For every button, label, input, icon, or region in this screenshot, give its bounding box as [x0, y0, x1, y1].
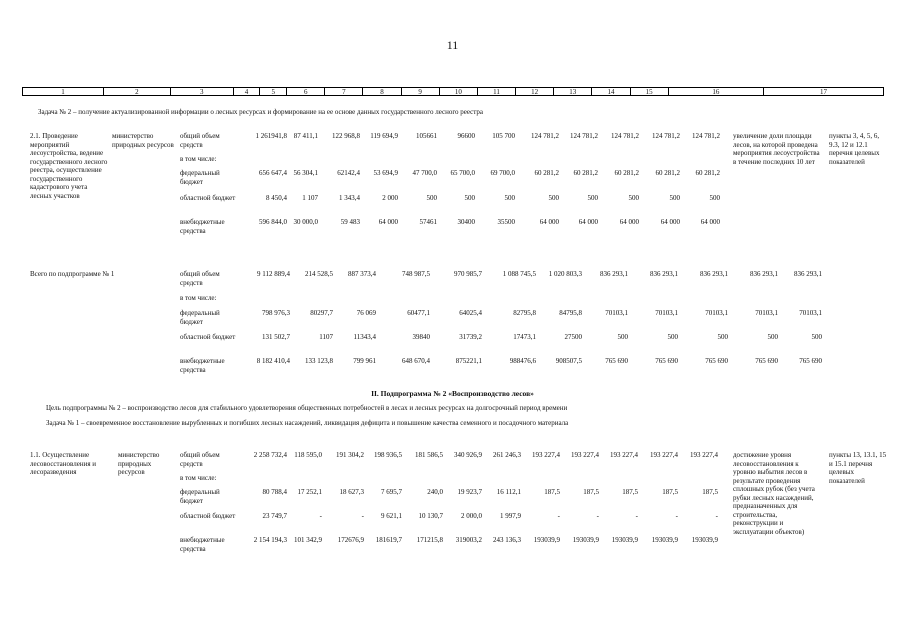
row-1-1-extra-cell: 101 342,9 — [294, 536, 322, 544]
total-1-total-cell: 1 088 745,5 — [502, 270, 536, 278]
row-1-1-total-cell: 193 227,4 — [571, 451, 599, 459]
total-1-label-extra: внебюджетные средства — [180, 357, 225, 374]
row-1-1-fed-cell: 187,5 — [662, 488, 678, 496]
total-1-reg-cell: 500 — [717, 333, 728, 341]
total-1-total-cell: 836 293,1 — [750, 270, 778, 278]
total-1-fed-cell: 60477,1 — [407, 309, 430, 317]
row-2-1-reg-cell: 500 — [628, 194, 639, 202]
total-1-extra-cell: 765 690 — [655, 357, 678, 365]
total-1-total-cell: 9 112 889,4 — [257, 270, 290, 278]
row-2-1-total-cell: 124 781,2 — [692, 132, 720, 140]
row-1-1-label-fed: федеральный бюджет — [180, 488, 220, 505]
total-1-extra-cell: 875221,1 — [455, 357, 482, 365]
row-1-1-reg-cell: - — [675, 512, 678, 520]
header-col-15: 15 — [631, 88, 669, 95]
row-2-1-fed-cell: 65 700,0 — [450, 169, 475, 177]
row-2-1-extra-cell: 64 000 — [378, 218, 398, 226]
row-2-1-reg-cell: 500 — [709, 194, 720, 202]
row-2-1-fed-cell: 56 304,1 — [293, 169, 318, 177]
header-col-2: 2 — [104, 88, 171, 95]
total-subprogram-1-label: Всего по подпрограмме № 1 — [30, 270, 115, 278]
row-2-1-total-cell: 124 781,2 — [652, 132, 680, 140]
total-1-reg-cell: 17473,1 — [513, 333, 536, 341]
row-1-1-reg-cell: 10 130,7 — [418, 512, 443, 520]
row-2-1-label-extra: внебюджетные средства — [180, 218, 225, 235]
column-number-header — [22, 87, 884, 96]
row-1-1-fed-cell: 18 627,3 — [339, 488, 364, 496]
row-2-1-reg-cell: 500 — [426, 194, 437, 202]
row-1-1-label-total: общий объем средств — [180, 451, 220, 468]
row-2-1-total-cell: 122 968,8 — [332, 132, 360, 140]
row-2-1-reference: пункты 3, 4, 5, 6, 9.3, 12 и 12.1 перечня целевых показателей — [829, 132, 880, 166]
row-2-1-fed-cell: 47 700,0 — [412, 169, 437, 177]
row-1-1-total-cell: 198 936,5 — [374, 451, 402, 459]
total-1-total-cell: 836 293,1 — [600, 270, 628, 278]
row-2-1-reg-cell: 2 000 — [382, 194, 398, 202]
total-1-extra-cell: 8 182 410,4 — [256, 357, 290, 365]
row-1-1-total-cell: 118 595,0 — [294, 451, 322, 459]
total-1-extra-cell: 765 690 — [755, 357, 778, 365]
header-col-8: 8 — [363, 88, 401, 95]
total-1-fed-cell: 82795,8 — [513, 309, 536, 317]
total-1-label-incl: в том числе: — [180, 294, 217, 302]
row-1-1-executor: министерство природных ресурсов — [118, 451, 160, 476]
row-2-1-fed-cell: 62142,4 — [337, 169, 360, 177]
row-1-1-label-reg: областной бюджет — [180, 512, 236, 520]
total-1-extra-cell: 648 670,4 — [402, 357, 430, 365]
row-2-1-label-reg: областной бюджет — [180, 194, 236, 202]
row-1-1-fed-cell: 187,5 — [583, 488, 599, 496]
row-1-1-extra-cell: 172676,9 — [337, 536, 364, 544]
header-col-7: 7 — [325, 88, 363, 95]
row-2-1-extra-cell: 30 000,0 — [293, 218, 318, 226]
row-1-1-extra-cell: 243 136,3 — [493, 536, 521, 544]
total-1-extra-cell: 988476,6 — [509, 357, 536, 365]
total-1-reg-cell: 31739,2 — [459, 333, 482, 341]
total-1-fed-cell: 798 976,3 — [262, 309, 290, 317]
page-number: 11 — [446, 38, 459, 52]
row-1-1-fed-cell: 187,5 — [702, 488, 718, 496]
total-1-fed-cell: 64025,4 — [459, 309, 482, 317]
row-2-1-fed-cell: 53 694,9 — [373, 169, 398, 177]
row-2-1-total-cell: 124 781,2 — [570, 132, 598, 140]
total-1-fed-cell: 70103,1 — [799, 309, 822, 317]
header-col-13: 13 — [554, 88, 592, 95]
total-1-reg-cell: 131 502,7 — [262, 333, 290, 341]
row-1-1-extra-cell: 319003,2 — [455, 536, 482, 544]
row-1-1-reg-cell: 9 621,1 — [381, 512, 402, 520]
row-1-1-reg-cell: - — [635, 512, 638, 520]
total-1-reg-cell: 500 — [667, 333, 678, 341]
row-2-1-extra-cell: 64 000 — [539, 218, 559, 226]
total-1-extra-cell: 908507,5 — [555, 357, 582, 365]
total-1-fed-cell: 80297,7 — [310, 309, 333, 317]
total-1-extra-cell: 765 690 — [799, 357, 822, 365]
row-1-1-fed-cell: 19 923,7 — [457, 488, 482, 496]
header-col-3: 3 — [171, 88, 234, 95]
row-1-1-indicator: достижение уровня лесовосстановления к уровню выбытия лесов в результате проведения сплошных рубок (без учета рубки лесных насаждений, предназначенных для строительства, реконструкции и эксплуатации объектов) — [733, 451, 815, 536]
total-1-total-cell: 1 020 803,3 — [548, 270, 582, 278]
row-2-1-extra-cell: 64 000 — [700, 218, 720, 226]
row-2-1-extra-cell: 64 000 — [619, 218, 639, 226]
total-1-extra-cell: 799 961 — [353, 357, 376, 365]
row-2-1-extra-cell: 30400 — [457, 218, 475, 226]
row-2-1-fed-cell: 69 700,0 — [490, 169, 515, 177]
total-1-label-reg: областной бюджет — [180, 333, 236, 341]
total-1-extra-cell: 765 690 — [605, 357, 628, 365]
total-1-total-cell: 836 293,1 — [794, 270, 822, 278]
row-2-1-extra-cell: 35500 — [497, 218, 515, 226]
row-1-1-label-extra: внебюджетные средства — [180, 536, 225, 553]
row-2-1-label-incl: в том числе: — [180, 155, 217, 163]
row-1-1-label-incl: в том числе: — [180, 474, 217, 482]
row-2-1-fed-cell: 656 647,4 — [259, 169, 287, 177]
row-2-1-total-cell: 124 781,2 — [611, 132, 639, 140]
subprogram-2-task-1: Задача № 1 – своевременное восстановление вырубленных и погибших лесных насаждений, ликвидация дефицита и повышение качества семенного и посадочного материала — [46, 419, 569, 427]
total-1-extra-cell: 765 690 — [705, 357, 728, 365]
row-1-1-reg-cell: - — [596, 512, 599, 520]
row-2-1-extra-cell: 596 844,0 — [259, 218, 287, 226]
total-1-reg-cell: 500 — [767, 333, 778, 341]
row-2-1-total-cell: 119 694,9 — [370, 132, 398, 140]
row-1-1-total-cell: 193 227,4 — [650, 451, 678, 459]
row-1-1-fed-cell: 240,0 — [427, 488, 443, 496]
row-1-1-reference: пункты 13, 13.1, 15 и 15.1 перечня целевых показателей — [829, 451, 887, 485]
row-1-1-total-cell: 181 586,5 — [415, 451, 443, 459]
header-col-14: 14 — [592, 88, 630, 95]
row-2-1-reg-cell: 500 — [464, 194, 475, 202]
row-1-1-total-cell: 2 258 732,4 — [253, 451, 287, 459]
subprogram-2-goal: Цель подпрограммы № 2 – воспроизводство лесов для стабильного удовлетворения общественных потребностей в лесах и лесных ресурсах на долгосрочный период времени — [46, 404, 568, 412]
row-2-1-fed-cell: 60 281,2 — [655, 169, 680, 177]
row-2-1-total-cell: 1 261941,8 — [255, 132, 287, 140]
row-1-1-reg-cell: 23 749,7 — [262, 512, 287, 520]
row-2-1-indicator: увеличение доли площади лесов, на которой проведена мероприятия лесоустройства в течение последних 10 лет — [733, 132, 820, 166]
row-2-1-extra-cell: 64 000 — [660, 218, 680, 226]
header-col-5: 5 — [260, 88, 287, 95]
row-1-1-total-cell: 193 227,4 — [690, 451, 718, 459]
row-2-1-reg-cell: 500 — [504, 194, 515, 202]
row-2-1-total-cell: 105661 — [416, 132, 437, 140]
row-2-1-extra-cell: 59 483 — [340, 218, 360, 226]
row-1-1-reg-cell: - — [319, 512, 322, 520]
row-2-1-total-cell: 105 700 — [492, 132, 515, 140]
row-1-1-extra-cell: 193039,9 — [572, 536, 599, 544]
total-1-reg-cell: 27500 — [564, 333, 582, 341]
row-1-1-reg-cell: - — [361, 512, 364, 520]
row-1-1-fed-cell: 16 112,1 — [496, 488, 521, 496]
total-1-total-cell: 836 293,1 — [650, 270, 678, 278]
row-2-1-reg-cell: 500 — [587, 194, 598, 202]
total-1-total-cell: 970 985,7 — [454, 270, 482, 278]
header-col-9: 9 — [402, 88, 440, 95]
header-col-6: 6 — [287, 88, 325, 95]
row-1-1-fed-cell: 80 788,4 — [262, 488, 287, 496]
row-1-1-total-cell: 193 227,4 — [532, 451, 560, 459]
row-1-1-fed-cell: 17 252,1 — [297, 488, 322, 496]
row-1-1-extra-cell: 2 154 194,3 — [253, 536, 287, 544]
row-1-1-reg-cell: - — [715, 512, 718, 520]
total-1-reg-cell: 500 — [811, 333, 822, 341]
header-col-4: 4 — [234, 88, 261, 95]
total-1-reg-cell: 500 — [617, 333, 628, 341]
row-1-1-fed-cell: 187,5 — [544, 488, 560, 496]
task-2-heading: Задача № 2 – получение актуализированной информации о лесных ресурсах и формирование на ее основе данных государственного лесного реестра — [38, 108, 484, 116]
row-1-1-fed-cell: 187,5 — [622, 488, 638, 496]
row-2-1-total-cell: 87 411,1 — [293, 132, 318, 140]
total-1-reg-cell: 39840 — [412, 333, 430, 341]
row-2-1-total-cell: 124 781,2 — [531, 132, 559, 140]
row-2-1-label-fed: федеральный бюджет — [180, 169, 220, 186]
row-2-1-total-cell: 96600 — [457, 132, 475, 140]
total-1-fed-cell: 76 069 — [356, 309, 376, 317]
row-2-1-extra-cell: 64 000 — [578, 218, 598, 226]
total-1-label-total: общий объем средств — [180, 270, 220, 287]
header-col-17: 17 — [820, 88, 828, 96]
row-2-1-reg-cell: 1 343,4 — [339, 194, 360, 202]
subprogram-2-title: II. Подпрограмма № 2 «Воспроизводство лесов» — [371, 389, 534, 398]
row-2-1-measure: 2.1. Проведение мероприятий лесоустройства, ведение государственного лесного реестра, осуществление государственного кадастрового учета лесных участков — [30, 132, 108, 200]
total-1-fed-cell: 70103,1 — [655, 309, 678, 317]
header-col-12: 12 — [516, 88, 554, 95]
total-1-extra-cell: 133 123,8 — [305, 357, 333, 365]
row-2-1-fed-cell: 60 281,2 — [614, 169, 639, 177]
row-1-1-extra-cell: 193039,9 — [533, 536, 560, 544]
total-1-fed-cell: 84795,8 — [559, 309, 582, 317]
row-2-1-label-total: общий объем средств — [180, 132, 220, 149]
total-1-reg-cell: 11343,4 — [353, 333, 376, 341]
row-1-1-reg-cell: - — [557, 512, 560, 520]
row-2-1-fed-cell: 60 281,2 — [534, 169, 559, 177]
header-col-16: 16 — [669, 88, 764, 95]
row-1-1-extra-cell: 193039,9 — [611, 536, 638, 544]
row-1-1-reg-cell: 1 997,9 — [500, 512, 521, 520]
header-col-1: 1 — [23, 88, 104, 95]
total-1-total-cell: 887 373,4 — [348, 270, 376, 278]
row-1-1-total-cell: 340 926,9 — [454, 451, 482, 459]
row-2-1-executor: министерство природных ресурсов — [112, 132, 174, 149]
row-1-1-total-cell: 193 227,4 — [610, 451, 638, 459]
row-2-1-fed-cell: 60 281,2 — [695, 169, 720, 177]
row-1-1-extra-cell: 193039,9 — [691, 536, 718, 544]
total-1-fed-cell: 70103,1 — [755, 309, 778, 317]
row-2-1-fed-cell: 60 281,2 — [573, 169, 598, 177]
row-1-1-total-cell: 191 304,2 — [336, 451, 364, 459]
row-1-1-total-cell: 261 246,3 — [493, 451, 521, 459]
row-2-1-reg-cell: 8 450,4 — [266, 194, 287, 202]
total-1-total-cell: 836 293,1 — [700, 270, 728, 278]
total-1-fed-cell: 70103,1 — [605, 309, 628, 317]
total-1-label-fed: федеральный бюджет — [180, 309, 220, 326]
row-2-1-reg-cell: 500 — [669, 194, 680, 202]
row-1-1-extra-cell: 171215,8 — [416, 536, 443, 544]
row-1-1-measure: 1.1. Осуществление лесовосстановления и лесоразведения — [30, 451, 97, 476]
header-col-11: 11 — [478, 88, 516, 95]
row-1-1-extra-cell: 193039,9 — [651, 536, 678, 544]
row-1-1-extra-cell: 181619,7 — [375, 536, 402, 544]
total-1-reg-cell: 1107 — [319, 333, 333, 341]
row-2-1-reg-cell: 500 — [548, 194, 559, 202]
total-1-fed-cell: 70103,1 — [705, 309, 728, 317]
row-1-1-fed-cell: 7 695,7 — [381, 488, 402, 496]
total-1-total-cell: 748 987,5 — [402, 270, 430, 278]
row-2-1-reg-cell: 1 107 — [302, 194, 318, 202]
total-1-total-cell: 214 528,5 — [305, 270, 333, 278]
header-col-10: 10 — [440, 88, 478, 95]
row-2-1-extra-cell: 57461 — [419, 218, 437, 226]
row-1-1-reg-cell: 2 000,0 — [461, 512, 482, 520]
